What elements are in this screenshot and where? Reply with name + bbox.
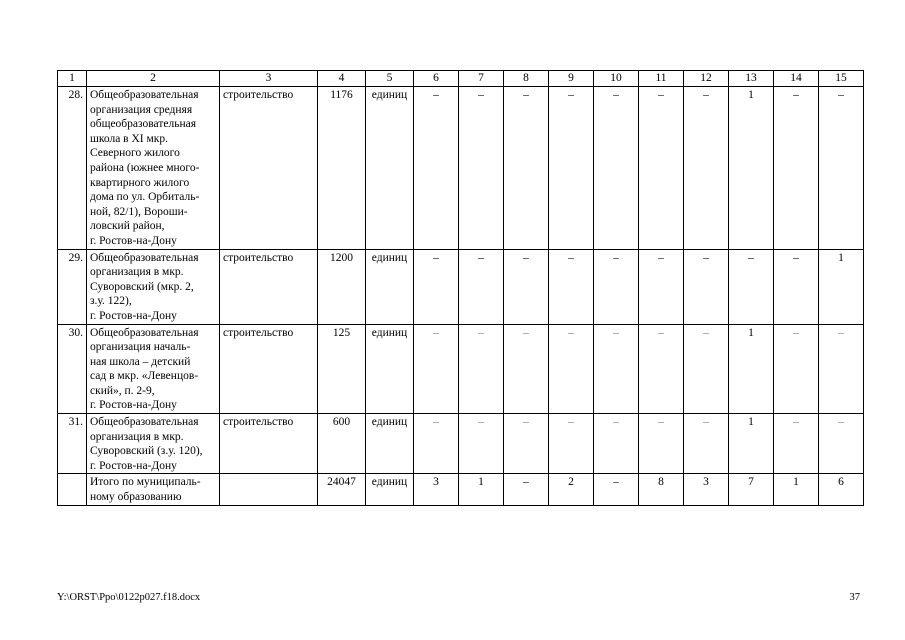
row-number-cell bbox=[58, 474, 87, 505]
year-value-cell: – bbox=[594, 249, 639, 324]
year-value-cell: – bbox=[504, 414, 549, 474]
header-cell: 13 bbox=[729, 71, 774, 87]
year-value-cell: – bbox=[549, 324, 594, 414]
object-name-line: дома по ул. Орбиталь- bbox=[90, 191, 200, 204]
total-value-cell: 3 bbox=[414, 474, 459, 505]
object-name-line: Общеобразовательная bbox=[90, 416, 199, 429]
table-row bbox=[58, 249, 864, 324]
total-value-cell: 3 bbox=[684, 474, 729, 505]
total-value-cell: 6 bbox=[819, 474, 864, 505]
total-row bbox=[58, 474, 864, 505]
table-row bbox=[58, 87, 864, 250]
year-value-cell: – bbox=[819, 87, 864, 250]
total-value-cell: 1 bbox=[774, 474, 819, 505]
year-value-cell: 1 bbox=[819, 249, 864, 324]
table-body bbox=[58, 71, 864, 506]
object-name-line: организация в мкр. bbox=[90, 266, 184, 279]
object-name-cell bbox=[87, 414, 220, 474]
object-name-line: Итого по муниципаль- bbox=[90, 476, 201, 489]
object-name-line: Суворовский (мкр. 2, bbox=[90, 280, 194, 293]
work-type-cell: строительство bbox=[220, 414, 318, 474]
object-name-line: г. Ростов-на-Дону bbox=[90, 399, 177, 412]
object-name-line: организация началь- bbox=[90, 341, 191, 354]
header-cell: 11 bbox=[639, 71, 684, 87]
year-value-cell: – bbox=[504, 324, 549, 414]
page-number: 37 bbox=[849, 592, 860, 603]
unit-cell: единиц bbox=[366, 474, 414, 505]
object-name-line: ному образованию bbox=[90, 491, 182, 504]
header-cell: 10 bbox=[594, 71, 639, 87]
header-cell: 1 bbox=[58, 71, 87, 87]
year-value-cell: – bbox=[639, 249, 684, 324]
table-row bbox=[58, 324, 864, 414]
header-cell: 8 bbox=[504, 71, 549, 87]
year-value-cell: – bbox=[684, 414, 729, 474]
header-cell: 6 bbox=[414, 71, 459, 87]
unit-cell: единиц bbox=[366, 87, 414, 250]
year-value-cell: – bbox=[594, 87, 639, 250]
total-value-cell: – bbox=[504, 474, 549, 505]
object-name-line: района (южнее много- bbox=[90, 161, 200, 174]
year-value-cell: – bbox=[459, 249, 504, 324]
year-value-cell: – bbox=[504, 249, 549, 324]
object-name-cell bbox=[87, 474, 220, 505]
total-value-cell: 8 bbox=[639, 474, 684, 505]
table-row bbox=[58, 414, 864, 474]
object-name-line: общеобразовательная bbox=[90, 118, 196, 131]
object-name-cell bbox=[87, 324, 220, 414]
object-name-line: г. Ростов-на-Дону bbox=[90, 234, 177, 247]
total-value-cell: 2 bbox=[549, 474, 594, 505]
work-type-cell: строительство bbox=[220, 249, 318, 324]
header-cell: 4 bbox=[318, 71, 366, 87]
year-value-cell: – bbox=[459, 414, 504, 474]
object-name-line: г. Ростов-на-Дону bbox=[90, 459, 177, 472]
year-value-cell: – bbox=[684, 87, 729, 250]
object-name-line: организация средняя bbox=[90, 103, 193, 116]
year-value-cell: 1 bbox=[729, 414, 774, 474]
unit-cell: единиц bbox=[366, 249, 414, 324]
row-number-cell: 30. bbox=[58, 324, 87, 414]
capacity-cell: 1200 bbox=[318, 249, 366, 324]
year-value-cell: 1 bbox=[729, 324, 774, 414]
total-value-cell: – bbox=[594, 474, 639, 505]
header-cell: 12 bbox=[684, 71, 729, 87]
object-name-line: сад в мкр. «Левенцов- bbox=[90, 370, 199, 383]
object-name-line: г. Ростов-на-Дону bbox=[90, 309, 177, 322]
total-capacity-cell: 24047 bbox=[318, 474, 366, 505]
year-value-cell: – bbox=[549, 249, 594, 324]
object-name-line: квартирного жилого bbox=[90, 176, 190, 189]
row-number-cell: 31. bbox=[58, 414, 87, 474]
year-value-cell: – bbox=[819, 414, 864, 474]
capacity-cell: 600 bbox=[318, 414, 366, 474]
header-cell: 14 bbox=[774, 71, 819, 87]
row-number-cell: 29. bbox=[58, 249, 87, 324]
year-value-cell: – bbox=[549, 87, 594, 250]
year-value-cell: – bbox=[729, 249, 774, 324]
total-value-cell: 7 bbox=[729, 474, 774, 505]
year-value-cell: – bbox=[774, 87, 819, 250]
object-name-line: ский», п. 2-9, bbox=[90, 384, 155, 397]
object-name-line: Северного жилого bbox=[90, 147, 180, 160]
year-value-cell: 1 bbox=[729, 87, 774, 250]
year-value-cell: – bbox=[774, 324, 819, 414]
year-value-cell: – bbox=[639, 87, 684, 250]
unit-cell: единиц bbox=[366, 324, 414, 414]
object-name-line: Суворовский (з.у. 120), bbox=[90, 445, 203, 458]
header-cell: 2 bbox=[87, 71, 220, 87]
work-type-cell bbox=[220, 474, 318, 505]
object-name-cell bbox=[87, 87, 220, 250]
year-value-cell: – bbox=[459, 324, 504, 414]
object-name-line: ной, 82/1), Вороши- bbox=[90, 205, 188, 218]
work-type-cell: строительство bbox=[220, 324, 318, 414]
capacity-cell: 1176 bbox=[318, 87, 366, 250]
object-name-line: Общеобразовательная bbox=[90, 326, 199, 339]
year-value-cell: – bbox=[414, 414, 459, 474]
capacity-cell: 125 bbox=[318, 324, 366, 414]
year-value-cell: – bbox=[684, 249, 729, 324]
total-value-cell: 1 bbox=[459, 474, 504, 505]
year-value-cell: – bbox=[459, 87, 504, 250]
header-cell: 15 bbox=[819, 71, 864, 87]
object-name-line: Общеобразовательная bbox=[90, 89, 199, 101]
object-name-cell bbox=[87, 249, 220, 324]
year-value-cell: – bbox=[549, 414, 594, 474]
year-value-cell: – bbox=[684, 324, 729, 414]
year-value-cell: – bbox=[819, 324, 864, 414]
year-value-cell: – bbox=[639, 414, 684, 474]
year-value-cell: – bbox=[414, 87, 459, 250]
year-value-cell: – bbox=[414, 249, 459, 324]
object-name-line: школа в XI мкр. bbox=[90, 132, 168, 145]
header-cell: 5 bbox=[366, 71, 414, 87]
year-value-cell: – bbox=[594, 414, 639, 474]
object-name-line: з.у. 122), bbox=[90, 295, 132, 308]
object-name-line: организация в мкр. bbox=[90, 430, 184, 443]
year-value-cell: – bbox=[774, 249, 819, 324]
unit-cell: единиц bbox=[366, 414, 414, 474]
object-name-line: ловский район, bbox=[90, 220, 165, 233]
footer-file-path: Y:\ORST\Ppo\0122p027.f18.docx bbox=[57, 592, 201, 603]
year-value-cell: – bbox=[774, 414, 819, 474]
year-value-cell: – bbox=[639, 324, 684, 414]
work-type-cell: строительство bbox=[220, 87, 318, 250]
year-value-cell: – bbox=[594, 324, 639, 414]
year-value-cell: – bbox=[504, 87, 549, 250]
object-name-line: ная школа – детский bbox=[90, 355, 191, 368]
object-name-line: Общеобразовательная bbox=[90, 251, 199, 264]
year-value-cell: – bbox=[414, 324, 459, 414]
header-cell: 7 bbox=[459, 71, 504, 87]
header-cell: 3 bbox=[220, 71, 318, 87]
table-header-row bbox=[58, 71, 864, 87]
row-number-cell: 28. bbox=[58, 87, 87, 250]
header-cell: 9 bbox=[549, 71, 594, 87]
data-table bbox=[57, 70, 864, 506]
